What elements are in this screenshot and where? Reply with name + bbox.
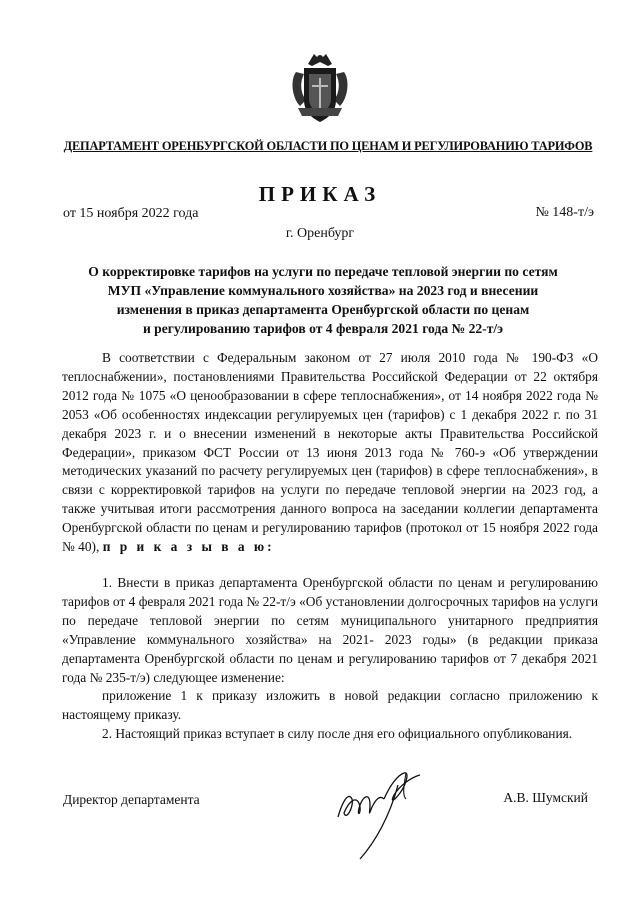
signatory-position: Директор департамента [63, 792, 200, 807]
handwritten-signature [320, 755, 440, 865]
subject-line: МУП «Управление коммунального хозяйства» на 2023 год и внесении [107, 283, 539, 298]
department-name: ДЕПАРТАМЕНТ ОРЕНБУРГСКОЙ ОБЛАСТИ ПО ЦЕНАМ И РЕГУЛИРОВАНИЮ ТАРИФОВ [63, 139, 593, 153]
document-subject [62, 262, 584, 338]
preamble-paragraph [62, 349, 598, 557]
order-items [62, 574, 598, 744]
subject-line: и регулированию тарифов от 4 февраля 2021 года № 22-т/э [142, 321, 504, 336]
document-date: от 15 ноября 2022 года [63, 206, 199, 221]
order-word: п р и к а з ы в а ю: [102, 539, 275, 555]
document-number: № 148-т/э [535, 205, 594, 220]
coat-of-arms-emblem [288, 50, 352, 126]
order-item-1-sub: приложение 1 к приказу изложить в новой редакции согласно приложению к настоящему приказу. [62, 688, 598, 723]
order-item-1: 1. Внести в приказ департамента Оренбургской области по ценам и регулированию тарифов от 4 февраля 2021 года № 22-т/э «Об установлении долгосрочных тарифов на услуги по передаче тепловой энергии по сетям муниципального унитарного предприятия «Управление коммунального хозяйства» на 2021- 2023 годы» (в редакции приказа департамента Оренбургской области по ценам и регулированию тарифов от 7 декабря 2021 года № 235-т/э) следующее изменение: [62, 575, 598, 685]
subject-line: изменения в приказ департамента Оренбургской области по ценам [116, 302, 530, 317]
preamble-text: В соответствии с Федеральным законом от 27 июля 2010 года № 190-ФЗ «О теплоснабжении», постановлениями Правительства Российской Федерации от 22 октября 2012 года № 1075 «О ценообразовании в сфере теплоснабжения», от 14 ноября 2022 года № 2053 «Об особенностях индексации регулируемых цен (тарифов) с 1 декабря 2022 г. по 31 декабря 2023 г. и о внесении изменений в некоторые акты Правительства Российской Федерации», приказом ФСТ России от 13 июня 2013 года № 760-э «Об утверждении методических указаний по расчету регулируемых цен (тарифов) в сфере теплоснабжения», в связи с корректировкой тарифов на услуги по передаче тепловой энергии на 2023 год, а также учитывая итоги рассмотрения данного вопроса на заседании коллегии департамента Оренбургской области по ценам и регулированию тарифов (протокол от 15 ноября 2022 года № 40), [62, 350, 598, 555]
order-item-2: 2. Настоящий приказ вступает в силу после дня его официального опубликования. [102, 726, 573, 742]
subject-line: О корректировке тарифов на услуги по передаче тепловой энергии по сетям [88, 264, 558, 279]
document-type-title: ПРИКАЗ [258, 182, 382, 206]
document-city: г. Оренбург [285, 226, 355, 241]
signatory-name: А.В. Шумский [503, 790, 588, 805]
